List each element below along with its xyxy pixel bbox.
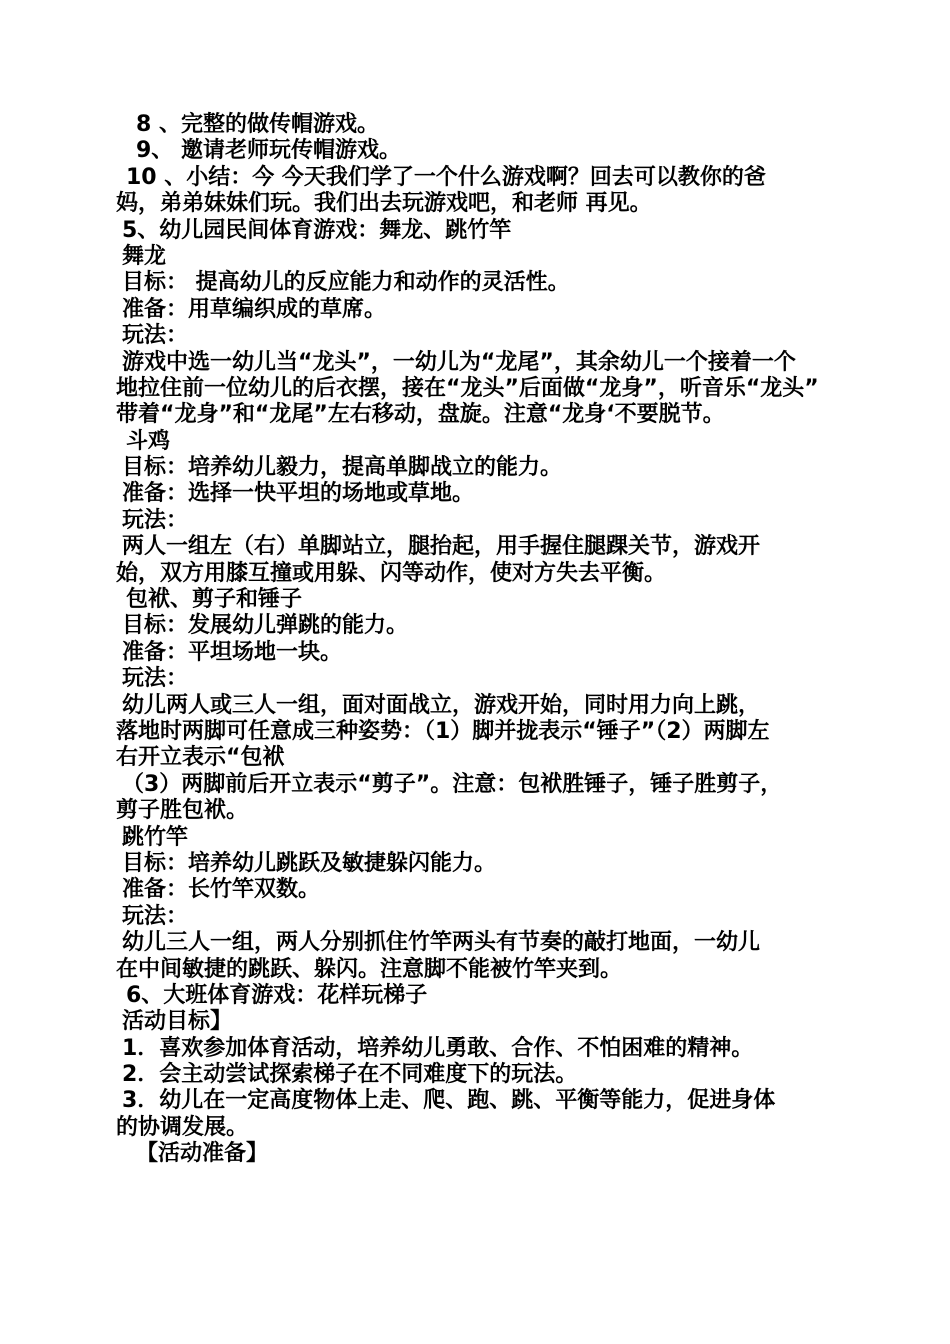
bamboo-rules-line-1: 幼儿三人一组，两人分别抓住竹竿两头有节奏的敲打地面，一幼儿 xyxy=(122,930,761,956)
section-6-heading: 6、大班体育游戏：花样玩梯子 xyxy=(126,982,428,1008)
rooster-goal-line: 目标：培养幼儿毅力，提高单脚战立的能力。 xyxy=(122,455,563,481)
rooster-prep-line: 准备：选择一快平坦的场地或草地。 xyxy=(122,481,475,507)
step-8-line: 8 、完整的做传帽游戏。 xyxy=(136,112,379,137)
activity-prep-heading: 【活动准备】 xyxy=(136,1141,269,1167)
activity-goals-heading: 活动目标】 xyxy=(122,1009,233,1035)
dragon-prep-line: 准备：用草编织成的草席。 xyxy=(122,296,387,322)
rps-rules-line-1: 幼儿两人或三人一组，面对面战立，游戏开始，同时用力向上跳， xyxy=(122,692,761,718)
rps-goal-line: 目标：发展幼儿弹跳的能力。 xyxy=(122,613,409,639)
rps-rules-line-2: 落地时两脚可任意成三种姿势：（1）脚并拢表示“锤子”（2）两脚左 xyxy=(116,718,770,744)
bamboo-rules-line-2: 在中间敏捷的跳跃、躲闪。注意脚不能被竹竿夹到。 xyxy=(116,956,623,982)
dragon-rules-label: 玩法： xyxy=(122,323,189,349)
rps-rules-line-5: 剪子胜包袱。 xyxy=(116,798,249,824)
rooster-rules-line-1: 两人一组左（右）单脚站立，腿抬起，用手握住腿踝关节，游戏开 xyxy=(122,534,761,560)
game-title-bamboo-jump: 跳竹竿 xyxy=(122,824,189,850)
goal-item-1: 1．喜欢参加体育活动，培养幼儿勇敢、合作、不怕困难的精神。 xyxy=(122,1035,754,1061)
dragon-goal-line: 目标： 提高幼儿的反应能力和动作的灵活性。 xyxy=(122,270,570,296)
game-title-rock-paper-scissors: 包袱、剪子和锤子 xyxy=(126,587,303,613)
bamboo-rules-label: 玩法： xyxy=(122,903,189,929)
goal-item-3-cont: 的协调发展。 xyxy=(116,1114,249,1140)
rps-rules-label: 玩法： xyxy=(122,666,189,692)
step-10-line-cont: 妈，弟弟妹妹们玩。我们出去玩游戏吧，和老师 再见。 xyxy=(116,191,652,217)
bamboo-goal-line: 目标：培养幼儿跳跃及敏捷躲闪能力。 xyxy=(122,850,497,876)
section-5-heading: 5、幼儿园民间体育游戏：舞龙、跳竹竿 xyxy=(122,217,512,243)
step-10-line: 10 、小结：今 今天我们学了一个什么游戏啊？回去可以教你的爸 xyxy=(126,164,766,190)
dragon-rules-line-1: 游戏中选一幼儿当“龙头”，一幼儿为“龙尾”，其余幼儿一个接着一个 xyxy=(122,349,796,375)
bamboo-prep-line: 准备：长竹竿双数。 xyxy=(122,877,321,903)
rps-rules-line-3: 右开立表示“包袱 xyxy=(116,745,285,771)
dragon-rules-line-3: 带着“龙身”和“龙尾”左右移动，盘旋。注意“龙身‘不要脱节。 xyxy=(116,402,725,428)
rps-rules-line-4: （3）两脚前后开立表示“剪子”。注意：包袱胜锤子，锤子胜剪子， xyxy=(122,771,783,797)
step-9-line: 9、 邀请老师玩传帽游戏。 xyxy=(136,138,401,164)
goal-item-2: 2．会主动尝试探索梯子在不同难度下的玩法。 xyxy=(122,1062,578,1088)
game-title-dragon-dance: 舞龙 xyxy=(122,243,167,269)
dragon-rules-line-2: 地拉住前一位幼儿的后衣摆，接在“龙头”后面做“龙身”，听音乐“龙头” xyxy=(116,375,819,401)
game-title-rooster-fight: 斗鸡 xyxy=(126,428,171,454)
rps-prep-line: 准备：平坦场地一块。 xyxy=(122,639,343,665)
goal-item-3: 3．幼儿在一定高度物体上走、爬、跑、跳、平衡等能力，促进身体 xyxy=(122,1088,776,1114)
document-body xyxy=(116,112,836,1168)
rooster-rules-label: 玩法： xyxy=(122,507,189,533)
rooster-rules-line-2: 始，双方用膝互撞或用躲、闪等动作，使对方失去平衡。 xyxy=(116,560,667,586)
